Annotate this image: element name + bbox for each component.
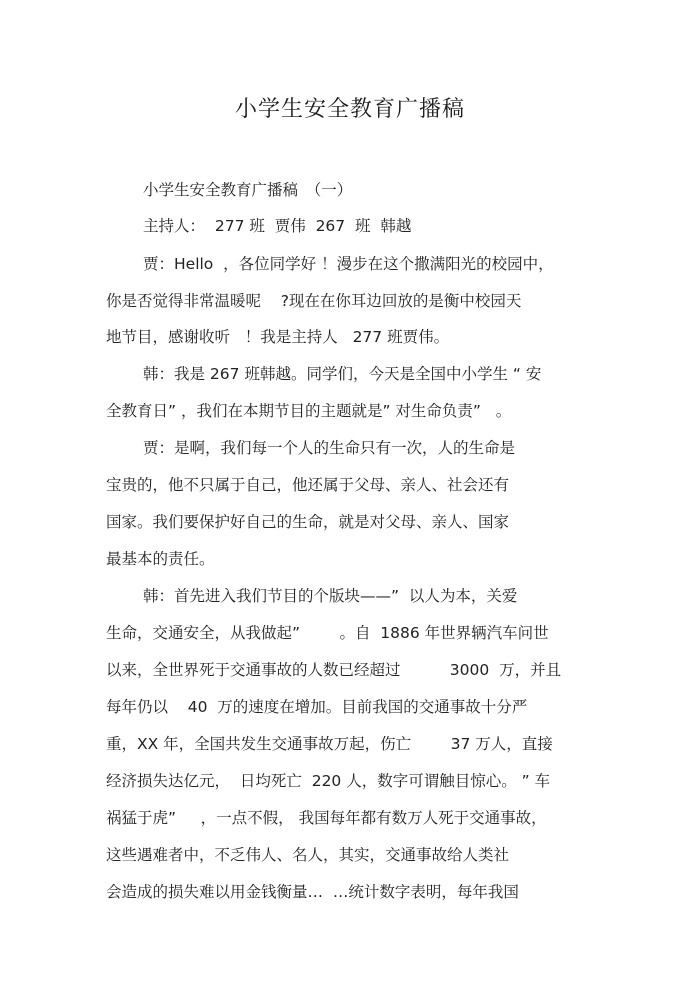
document-line: 每年仍以 40 万的速度在增加。目前我国的交通事故十分严 — [106, 698, 528, 716]
document-line: 宝贵的，他不只属于自己，他还属于父母、亲人、社会还有 — [106, 476, 510, 494]
document-line: 你是否觉得非常温暖呢 ?现在在你耳边回放的是衡中校园天 — [106, 292, 522, 310]
document-line: 贾：是啊，我们每一个人的生命只有一次，人的生命是 — [143, 439, 516, 457]
document-line: 全教育日” ，我们在本期节目的主题就是” 对生命负责” 。 — [106, 402, 512, 420]
document-title: 小学生安全教育广播稿 — [234, 97, 465, 122]
document-line: 地节目，感谢收听 ！我是主持人 277 班贾伟。 — [106, 328, 450, 346]
document-line: 韩：我是 267 班韩越。同学们，今天是全国中小学生 “ 安 — [143, 365, 542, 383]
document-line: 韩：首先进入我们节目的个版块——” 以人为本，关爱 — [143, 587, 518, 605]
document-line: 以来，全世界死于交通事故的人数已经超过 3000 万，并且 — [106, 661, 562, 679]
document-line: 贾：Hello ，各位同学好 ！漫步在这个撒满阳光的校园中， — [143, 255, 554, 273]
document-line: 祸猛于虎” ，一点不假， 我国每年都有数万人死于交通事故， — [106, 809, 547, 827]
document-line: 会造成的损失难以用金钱衡量… …统计数字表明，每年我国 — [106, 883, 519, 901]
document-line: 最基本的责任。 — [106, 550, 215, 568]
document-line: 生命，交通安全，从我做起” 。自 1886 年世界辆汽车问世 — [106, 624, 549, 642]
document-line: 主持人： 277 班 贾伟 267 班 韩越 — [143, 217, 412, 235]
document-line: 重，XX 年，全国共发生交通事故万起，伤亡 37 万人，直接 — [106, 735, 553, 753]
document-line: 这些遇难者中，不乏伟人、名人，其实，交通事故给人类社 — [106, 846, 510, 864]
document-line: 小学生安全教育广播稿 （一） — [143, 181, 353, 199]
document-line: 经济损失达亿元， 日均死亡 220 人，数字可谓触目惊心。 ” 车 — [106, 772, 551, 790]
document-line: 国家。我们要保护好自己的生命，就是对父母、亲人、国家 — [106, 513, 510, 531]
